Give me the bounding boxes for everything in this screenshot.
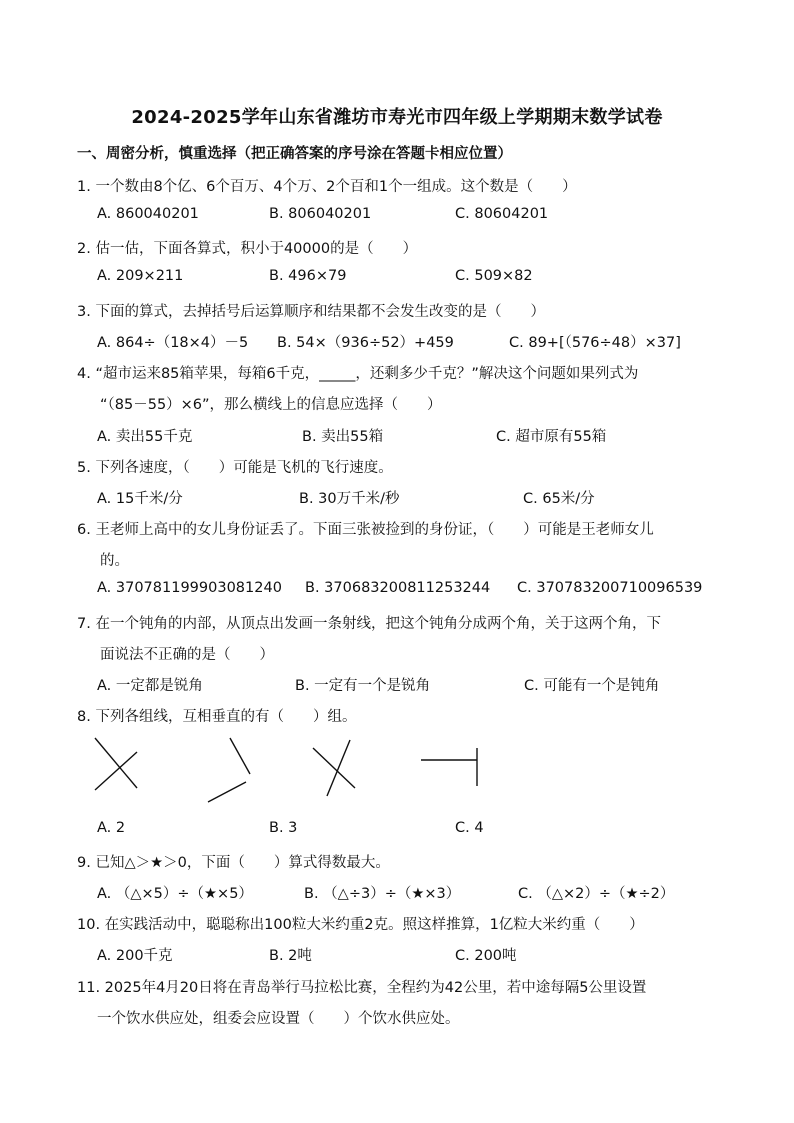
- question-4-options: [97, 425, 737, 447]
- option-c[interactable]: C. 509×82: [455, 268, 533, 284]
- question-6-stem: 6. 王老师上高中的女儿身份证丢了。下面三张被捡到的身份证，（ ）可能是王老师女儿: [77, 522, 654, 538]
- option-b[interactable]: B. 卖出55箱: [302, 429, 384, 445]
- question-7-options: [97, 674, 737, 696]
- question-10-options: [97, 944, 737, 966]
- option-c[interactable]: C. 200吨: [455, 948, 517, 964]
- question-10-stem: 10. 在实践活动中，聪聪称出100粒大米约重2克。照这样推算，1亿粒大米约重（ ）: [77, 917, 644, 933]
- option-c[interactable]: C. 可能有一个是钝角: [524, 678, 660, 694]
- option-c[interactable]: C. 370783200710096539: [517, 580, 703, 596]
- option-b[interactable]: B. 370683200811253244: [305, 580, 491, 596]
- section-heading: 一、周密分析，慎重选择（把正确答案的序号涂在答题卡相应位置）: [77, 146, 512, 162]
- question-1-options: [97, 206, 737, 228]
- question-4-stem: 4. “超市运来85箱苹果，每箱6千克，_____，还剩多少千克？”解决这个问题如果列式为: [77, 366, 639, 382]
- option-a[interactable]: A. 864÷（18×4）－5: [97, 335, 249, 351]
- question-3-stem: 3. 下面的算式，去掉括号后运算顺序和结果都不会发生改变的是（ ）: [77, 304, 545, 320]
- question-9-stem: 9. 已知△＞★＞0，下面（ ）算式得数最大。: [77, 855, 390, 871]
- option-b[interactable]: B. 30万千米/秒: [299, 491, 400, 507]
- line-pair-figure-3: [305, 730, 375, 808]
- option-b[interactable]: B. 3: [269, 820, 298, 836]
- question-6-options: [97, 580, 737, 602]
- option-b[interactable]: B. 2吨: [269, 948, 312, 964]
- question-2-options: [97, 268, 737, 290]
- question-6-stem-cont: 的。: [100, 553, 129, 569]
- exam-title: 2024-2025学年山东省潍坊市寿光市四年级上学期期末数学试卷: [131, 107, 663, 128]
- option-a[interactable]: A. 卖出55千克: [97, 429, 193, 445]
- line-pair-figures: [85, 730, 505, 808]
- option-a[interactable]: A. 一定都是锐角: [97, 678, 203, 694]
- option-b[interactable]: B. 496×79: [269, 268, 347, 284]
- question-5-stem: 5. 下列各速度，（ ）可能是飞机的飞行速度。: [77, 460, 393, 476]
- line-pair-figure-1: [85, 730, 155, 808]
- option-c[interactable]: C. 65米/分: [523, 491, 595, 507]
- line-pair-figure-2: [200, 730, 260, 808]
- question-5-options: [97, 487, 737, 509]
- question-7-stem: 7. 在一个钝角的内部，从顶点出发画一条射线，把这个钝角分成两个角，关于这两个角，下: [77, 616, 661, 632]
- line-pair-figure-4: [417, 730, 487, 808]
- question-11-stem-cont: 一个饮水供应处，组委会应设置（ ）个饮水供应处。: [97, 1011, 460, 1027]
- option-b[interactable]: B. （△÷3）÷（★×3）: [304, 886, 461, 902]
- option-c[interactable]: C. 80604201: [455, 206, 549, 222]
- question-4-stem-cont: “（85－55）×6”，那么横线上的信息应选择（ ）: [100, 397, 442, 413]
- option-c[interactable]: C. 4: [455, 820, 484, 836]
- option-a[interactable]: A. 370781199903081240: [97, 580, 282, 596]
- option-a[interactable]: A. 15千米/分: [97, 491, 183, 507]
- question-3-options: [97, 331, 737, 353]
- question-8-options: [97, 820, 737, 842]
- option-a[interactable]: A. （△×5）÷（★×5）: [97, 886, 253, 902]
- question-7-stem-cont: 面说法不正确的是（ ）: [100, 647, 274, 663]
- option-a[interactable]: A. 200千克: [97, 948, 173, 964]
- option-a[interactable]: A. 209×211: [97, 268, 184, 284]
- option-b[interactable]: B. 54×（936÷52）+459: [277, 335, 454, 351]
- option-a[interactable]: A. 860040201: [97, 206, 199, 222]
- option-c[interactable]: C. （△×2）÷（★÷2）: [518, 886, 675, 902]
- option-b[interactable]: B. 806040201: [269, 206, 372, 222]
- option-c[interactable]: C. 超市原有55箱: [496, 429, 607, 445]
- question-9-options: [97, 882, 737, 904]
- option-c[interactable]: C. 89+[（576÷48）×37]: [509, 335, 681, 351]
- option-a[interactable]: A. 2: [97, 820, 126, 836]
- option-b[interactable]: B. 一定有一个是锐角: [295, 678, 431, 694]
- question-2-stem: 2. 估一估，下面各算式，积小于40000的是（ ）: [77, 241, 418, 257]
- question-11-stem: 11. 2025年4月20日将在青岛举行马拉松比赛，全程约为42公里，若中途每隔5公里设置: [77, 980, 647, 996]
- question-1-stem: 1. 一个数由8个亿、6个百万、4个万、2个百和1个一组成。这个数是（ ）: [77, 179, 577, 195]
- question-8-stem: 8. 下列各组线，互相垂直的有（ ）组。: [77, 709, 357, 725]
